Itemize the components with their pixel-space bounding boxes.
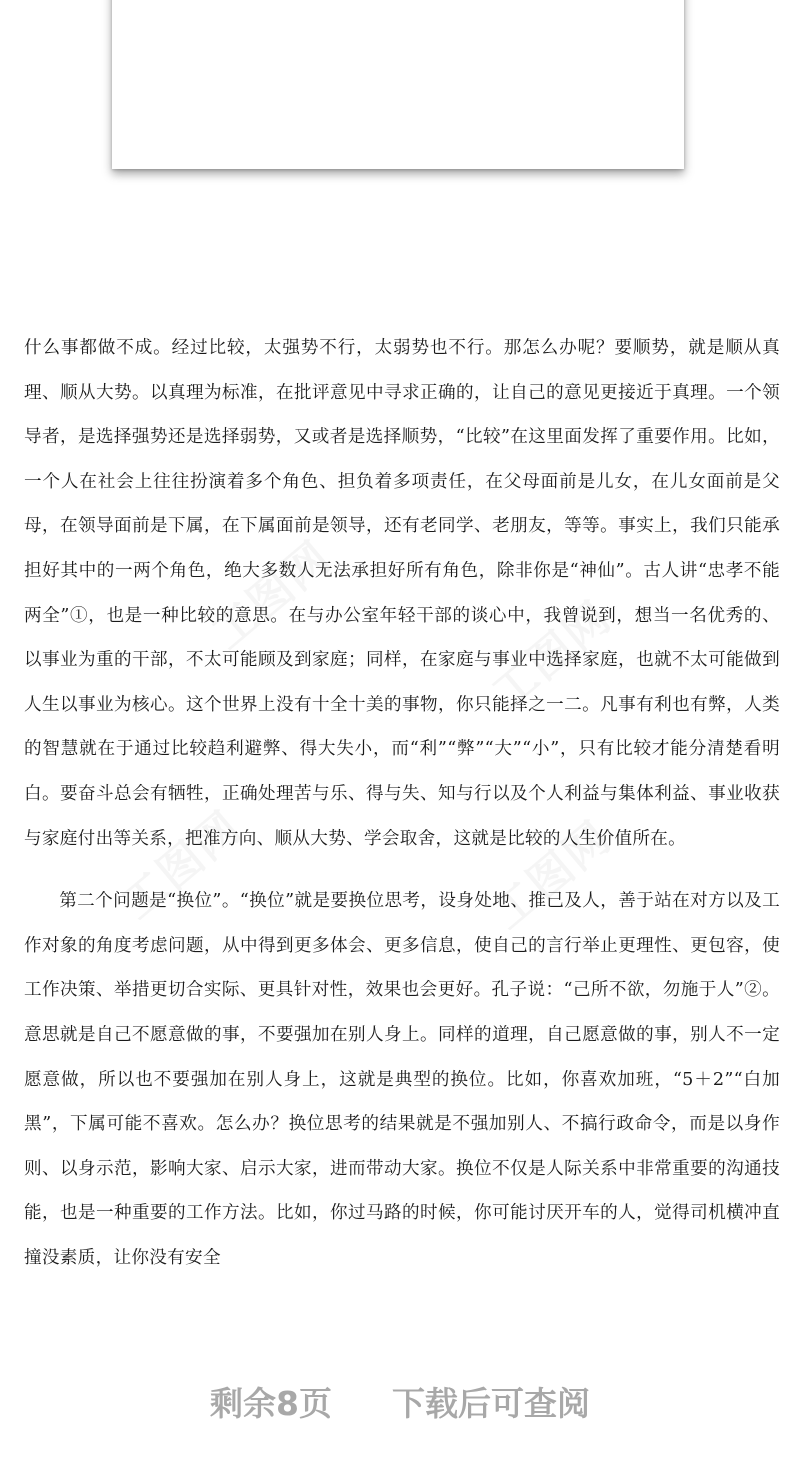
watermark-logo: 工图网 <box>482 591 622 720</box>
paragraph: 什么事都做不成。经过比较，太强势不行，太弱势也不行。那怎么办呢？要顺势，就是顺从真理、顺从大势。以真理为标准，在批评意见中寻求正确的，让自己的意见更接近于真理。一个领导者，是选择强势还是选择弱势，又或者是选择顺势，“比较”在这里面发挥了重要作用。比如，一个人在社会上往往扮演着多个角色、担负着多项责任，在父母面前是儿女，在儿女面前是父母，在领导面前是下属，在下属面前是领导，还有老同学、老朋友，等等。事实上，我们只能承担好其中的一两个角色，绝大多数人无法承担好所有角色，除非你是“神仙”。古人讲“忠孝不能两全”①，也是一种比较的意思。在与办公室年轻干部的谈心中，我曾说到，想当一名优秀的、以事业为重的干部，不太可能顾及到家庭；同样，在家庭与事业中选择家庭，也就不太可能做到人生以事业为核心。这个世界上没有十全十美的事物，你只能择之一二。凡事有利也有弊，人类的智慧就在于通过比较趋利避弊、得大失小，而“利”“弊”“大”“小”，只有比较才能分清楚看明白。要奋斗总会有牺牲，正确处理苦与乐、得与失、知与行以及个人利益与集体利益、事业收获与家庭付出等关系，把准方向、顺从大势、学会取舍，这就是比较的人生价值所在。 <box>24 338 780 849</box>
document-body <box>24 326 780 1280</box>
paragraph: 第二个问题是“换位”。“换位”就是要换位思考，设身处地、推己及人，善于站在对方以及工作对象的角度考虑问题，从中得到更多体会、更多信息，使自己的言行举止更理性、更包容，使工作决策、举措更切合实际、更具针对性，效果也会更好。孔子说：“己所不欲，勿施于人”②。意思就是自己不愿意做的事，不要强加在别人身上。同样的道理，自己愿意做的事，别人不一定愿意做，所以也不要强加在别人身上，这就是典型的换位。比如，你喜欢加班，“5＋2”“白加黑”，下属可能不喜欢。怎么办？换位思考的结果就是不强加别人、不搞行政命令，而是以身作则、以身示范，影响大家、启示大家，进而带动大家。换位不仅是人际关系中非常重要的沟通技能，也是一种重要的工作方法。比如，你过马路的时候，你可能讨厌开车的人，觉得司机横冲直撞没素质，让你没有安全 <box>24 891 780 1268</box>
previous-page-sheet <box>112 0 684 169</box>
download-hint-label: 下载后可查阅 <box>391 1384 590 1423</box>
watermark-logo: 工图网 <box>112 801 252 930</box>
watermark-logo: 工图网 <box>482 811 622 940</box>
download-prompt[interactable] <box>0 1374 800 1434</box>
watermark-logo: 工图网 <box>202 531 342 660</box>
remaining-pages-label: 剩余8页 <box>210 1384 332 1423</box>
